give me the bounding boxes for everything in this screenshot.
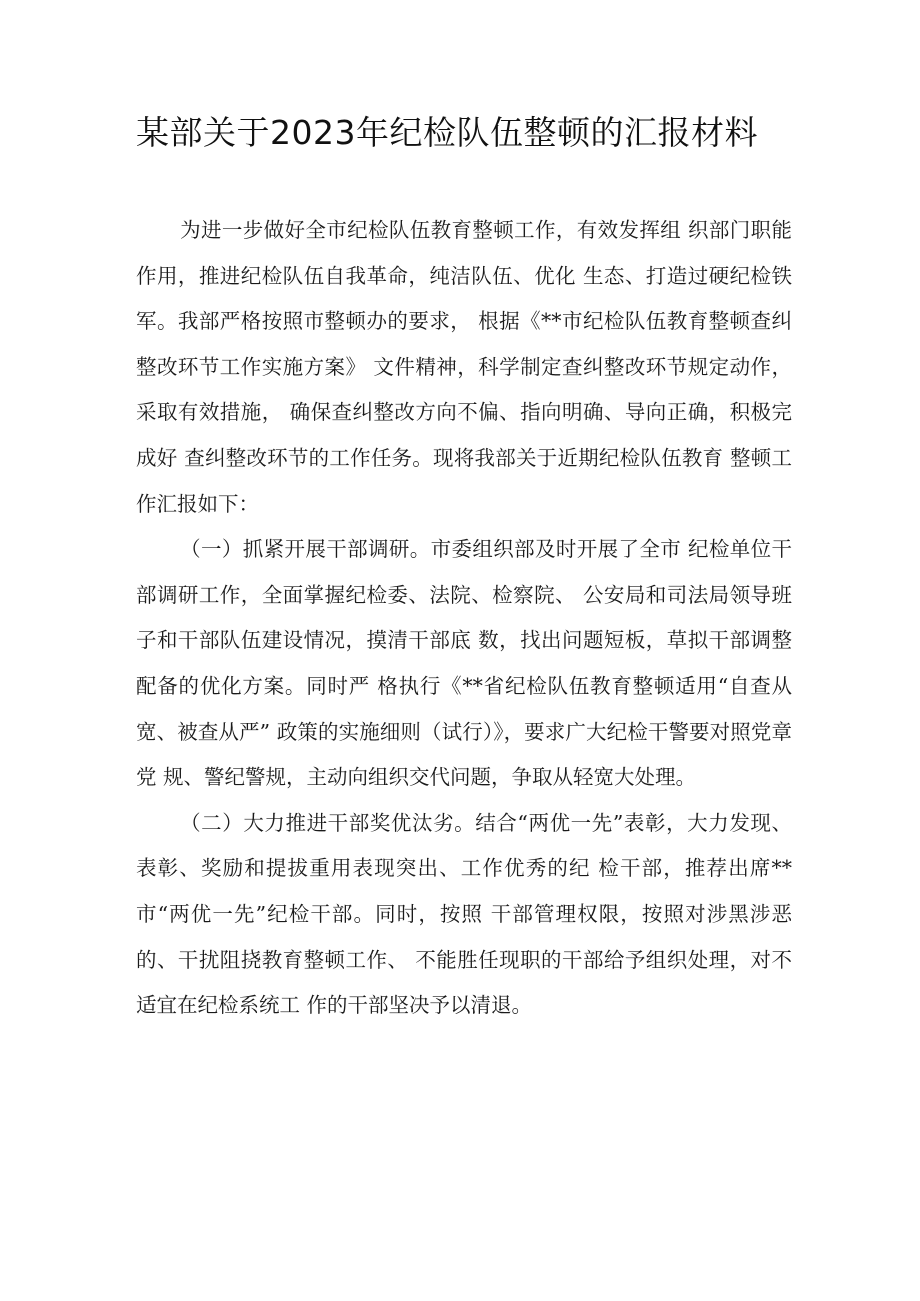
document-title: 某部关于2023年纪检队伍整顿的汇报材料: [136, 113, 758, 152]
paragraph-section-1: （一）抓紧开展干部调研。市委组织部及时开展了全市 纪检单位干部调研工作，全面掌握纪检委、法院、检察院、 公安局和司法局领导班子和干部队伍建设情况，摸清干部底 数，找出问题短板，草拟干部调整配备的优化方案。同时严 格执行《**省纪检队伍教育整顿适用“自查从宽、被查从严” 政策的实施细则（试行）》，要求广大纪检干警要对照党章党 规、警纪警规，主动向组织交代问题，争取从轻宽大处理。: [136, 537, 792, 790]
paragraph-intro: 为进一步做好全市纪检队伍教育整顿工作，有效发挥组 织部门职能作用，推进纪检队伍自我革命，纯洁队伍、优化 生态、打造过硬纪检铁军。我部严格按照市整顿办的要求， 根据《**市纪检队伍教育整顿查纠整改环节工作实施方案》 文件精神，科学制定查纠整改环节规定动作，采取有效措施， 确保查纠整改方向不偏、指向明确、导向正确，积极完成好 查纠整改环节的工作任务。现将我部关于近期纪检队伍教育 整顿工作汇报如下：: [136, 218, 792, 516]
document-body: [136, 208, 792, 1029]
paragraph-section-2: （二）大力推进干部奖优汰劣。结合“两优一先”表彰，大力发现、表彰、奖励和提拔重用表现突出、工作优秀的纪 检干部，推荐出席**市“两优一先”纪检干部。同时，按照 干部管理权限，按照对涉黑涉恶的、干扰阻挠教育整顿工作、 不能胜任现职的干部给予组织处理，对不适宜在纪检系统工 作的干部坚决予以清退。: [136, 810, 792, 1018]
